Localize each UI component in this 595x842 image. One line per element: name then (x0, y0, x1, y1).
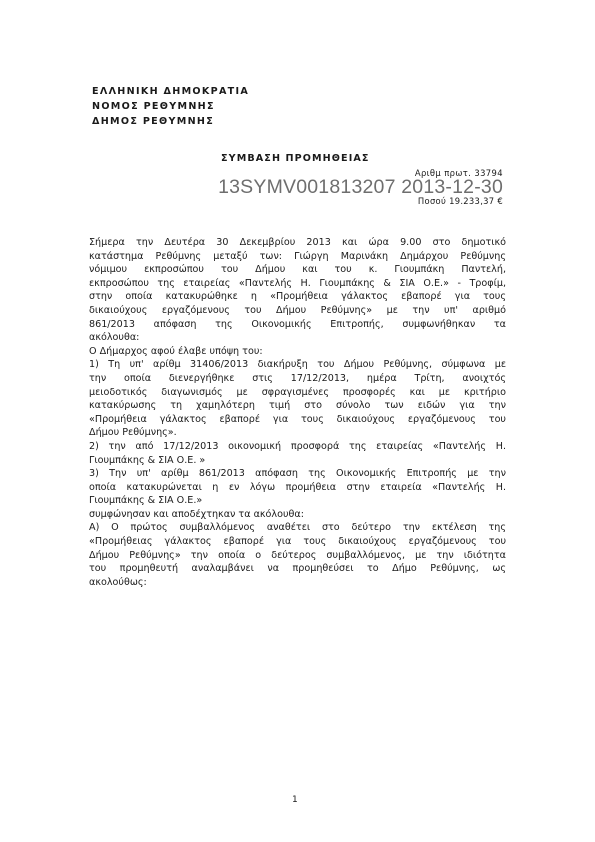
body-line: «Προμήθεια γάλακτος εβαπορέ για τους δικαιούχους εργαζόμενους του (89, 413, 506, 425)
header-municipality: ΔΗΜΟΣ ΡΕΘΥΜΝΗΣ (92, 116, 215, 127)
body-line: συμφώνησαν και αποδέχτηκαν τα ακόλουθα: (89, 508, 304, 520)
document-title: ΣΥΜΒΑΣΗ ΠΡΟΜΗΘΕΙΑΣ (221, 153, 370, 164)
body-line: κατάστημα Ρεθύμνης μεταξύ των: Γιώργη Μαρινάκη Δημάρχου Ρεθύμνης (89, 250, 506, 262)
header-prefecture: ΝΟΜΟΣ ΡΕΘΥΜΝΗΣ (92, 101, 215, 112)
body-line: στην οποία κατακυρώθηκε η «Προμήθεια γάλακτος εβαπορέ για τους (89, 291, 506, 303)
body-line: 861/2013 απόφαση της Οικονομικής Επιτροπής, συμφωνήθηκαν τα (89, 318, 506, 330)
body-line: δικαιούχους εργαζόμενους του Δήμου Ρεθύμνης» με την υπ' αριθμό (89, 304, 506, 316)
body-line: Γιουμπάκης & ΣΙΑ Ο.Ε. » (89, 454, 206, 466)
contract-body (89, 236, 506, 589)
body-line: εκπροσώπου της εταιρείας «Παντελής Η. Γιουμπάκης & ΣΙΑ Ο.Ε.» - Τροφίμ, (89, 277, 506, 289)
body-line: Δήμου Ρεθύμνης» την οποία ο δεύτερος συμβαλλόμενος, με την ιδιότητα (89, 549, 506, 561)
body-line: οποία κατακυρώνεται η εν λόγω προμήθεια στην εταιρεία «Παντελής Η. (89, 481, 506, 493)
protocol-number: Αριθμ πρωτ. 33794 (414, 168, 503, 178)
body-line: Ο Δήμαρχος αφού έλαβε υπόψη του: (89, 345, 263, 357)
body-line: Γιουμπάκης & ΣΙΑ Ο.Ε.» (89, 495, 203, 507)
body-line: νόμιμου εκπροσώπου του Δήμου και του κ. Γιουμπάκη Παντελή, (89, 264, 506, 276)
body-line: Σήμερα την Δευτέρα 30 Δεκεμβρίου 2013 και ώρα 9.00 στο δημοτικό (89, 237, 506, 248)
body-line: Δήμου Ρεθύμνης». (89, 427, 177, 439)
body-line: 1) Τη υπ' αρίθμ 31406/2013 διακήρυξη του Δήμου Ρεθύμνης, σύμφωνα με (89, 359, 506, 371)
body-line: μειοδοτικός διαγωνισμός με σφραγισμένες προσφορές και με κριτήριο (89, 386, 506, 398)
body-line: Α) Ο πρώτος συμβαλλόμενος αναθέτει στο δεύτερο την εκτέλεση της (89, 522, 506, 534)
body-line: ακολούθως: (89, 576, 147, 588)
contract-amount: Ποσού 19.233,37 € (417, 196, 503, 206)
body-line: ακόλουθα: (89, 332, 140, 344)
page-number: 1 (292, 795, 298, 805)
issuer-header (92, 84, 249, 129)
body-line: κατακύρωσης τη χαμηλότερη τιμή στο σύνολο των ειδών για την (89, 400, 506, 412)
body-line: «Προμήθειας γάλακτος εβαπορέ για τους δικαιούχους εργαζόμενους του (89, 536, 506, 548)
header-country: ΕΛΛΗΝΙΚΗ ΔΗΜΟΚΡΑΤΙΑ (92, 86, 250, 97)
registry-stamp-code: 13SYMV001813207 2013-12-30 (218, 176, 503, 198)
body-line: του προμηθευτή αναλαμβάνει να προμηθεύσει το Δήμο Ρεθύμνης, ως (89, 563, 506, 575)
body-line: 2) την από 17/12/2013 οικονομική προσφορά της εταιρείας «Παντελής Η. (89, 440, 506, 452)
body-line: την οποία διενεργήθηκε στις 17/12/2013, ημέρα Τρίτη, ανοιχτός (89, 372, 506, 384)
body-line: 3) Την υπ' αρίθμ 861/2013 απόφαση της Οικονομικής Επιτροπής με την (89, 468, 506, 480)
